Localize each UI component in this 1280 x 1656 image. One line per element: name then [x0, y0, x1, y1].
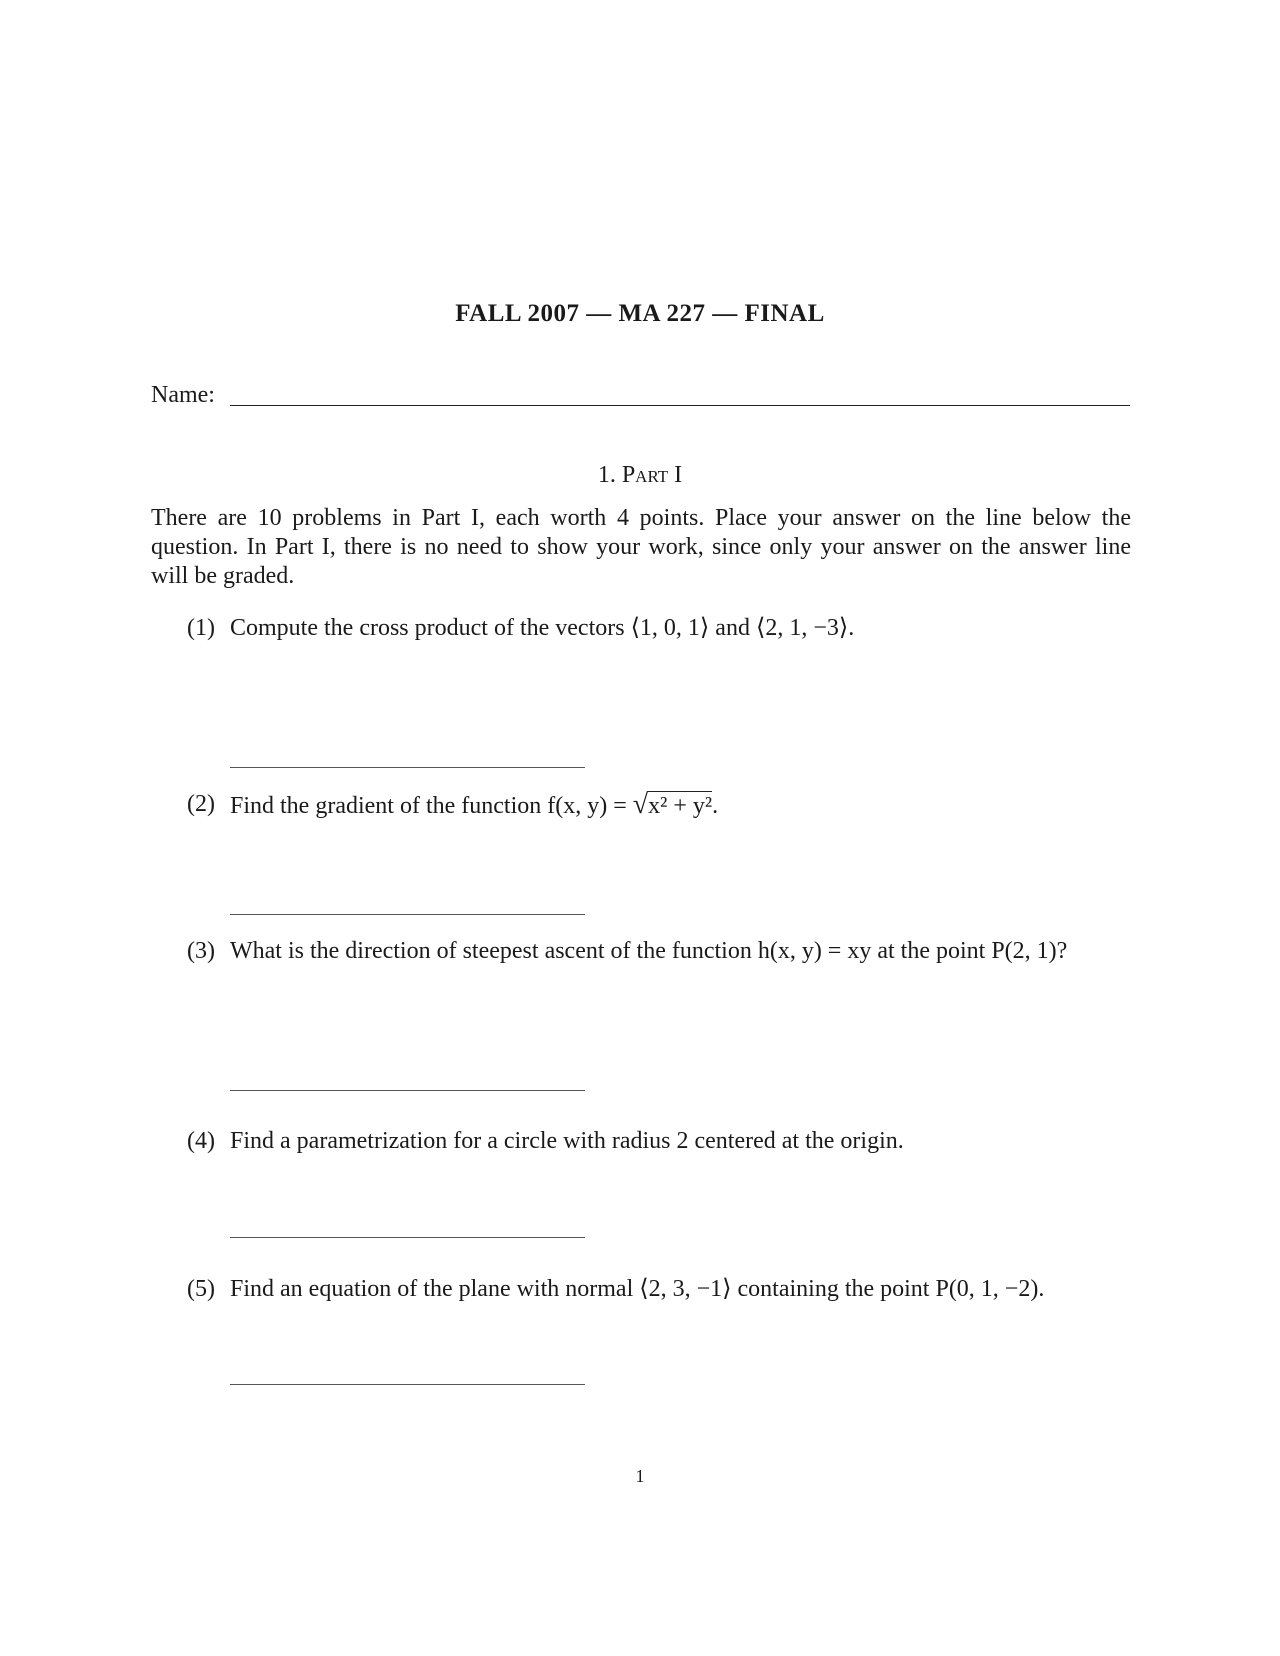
question-4 [187, 1127, 1133, 1156]
name-answer-line[interactable] [230, 405, 1130, 406]
question-text-after: . [712, 793, 719, 819]
question-number: (5) [187, 1276, 215, 1302]
square-root-sign: √ [632, 789, 649, 820]
answer-line-4[interactable] [230, 1237, 585, 1238]
question-text: Find a parametrization for a circle with radius 2 centered at the origin. [230, 1128, 904, 1154]
section-title: Part I [621, 462, 683, 488]
name-label: Name: [151, 382, 215, 408]
answer-line-1[interactable] [230, 767, 585, 768]
question-text: What is the direction of steepest ascent of the function h(x, y) = xy at the point P(2, 1)? [230, 938, 1068, 964]
question-text [230, 790, 1133, 821]
question-text: Find an equation of the plane with normal ⟨2, 3, −1⟩ containing the point P(0, 1, −2). [230, 1276, 1045, 1302]
question-text-before: Find the gradient of the function f(x, y) = [230, 793, 633, 819]
radicand: x² + y² [648, 793, 713, 819]
question-5 [187, 1275, 1133, 1304]
answer-line-2[interactable] [230, 914, 585, 915]
question-1 [187, 614, 1133, 643]
question-3 [187, 937, 1133, 966]
question-number: (2) [187, 791, 215, 817]
question-text: Compute the cross product of the vectors ⟨1, 0, 1⟩ and ⟨2, 1, −3⟩. [230, 615, 855, 641]
instructions-paragraph: There are 10 problems in Part I, each worth 4 points. Place your answer on the line below the question. In Part I, there is no need to show your work, since only your answer on the answer line will be graded. [151, 505, 1131, 589]
answer-line-3[interactable] [230, 1090, 585, 1091]
question-number: (3) [187, 938, 215, 964]
question-number: (4) [187, 1128, 215, 1154]
question-2 [187, 790, 1133, 821]
answer-line-5[interactable] [230, 1384, 585, 1385]
exam-title: FALL 2007 — MA 227 — FINAL [455, 300, 825, 327]
question-number: (1) [187, 615, 215, 641]
section-heading [0, 462, 1280, 489]
section-number: 1. [597, 462, 616, 488]
page-number: 1 [635, 1466, 645, 1486]
